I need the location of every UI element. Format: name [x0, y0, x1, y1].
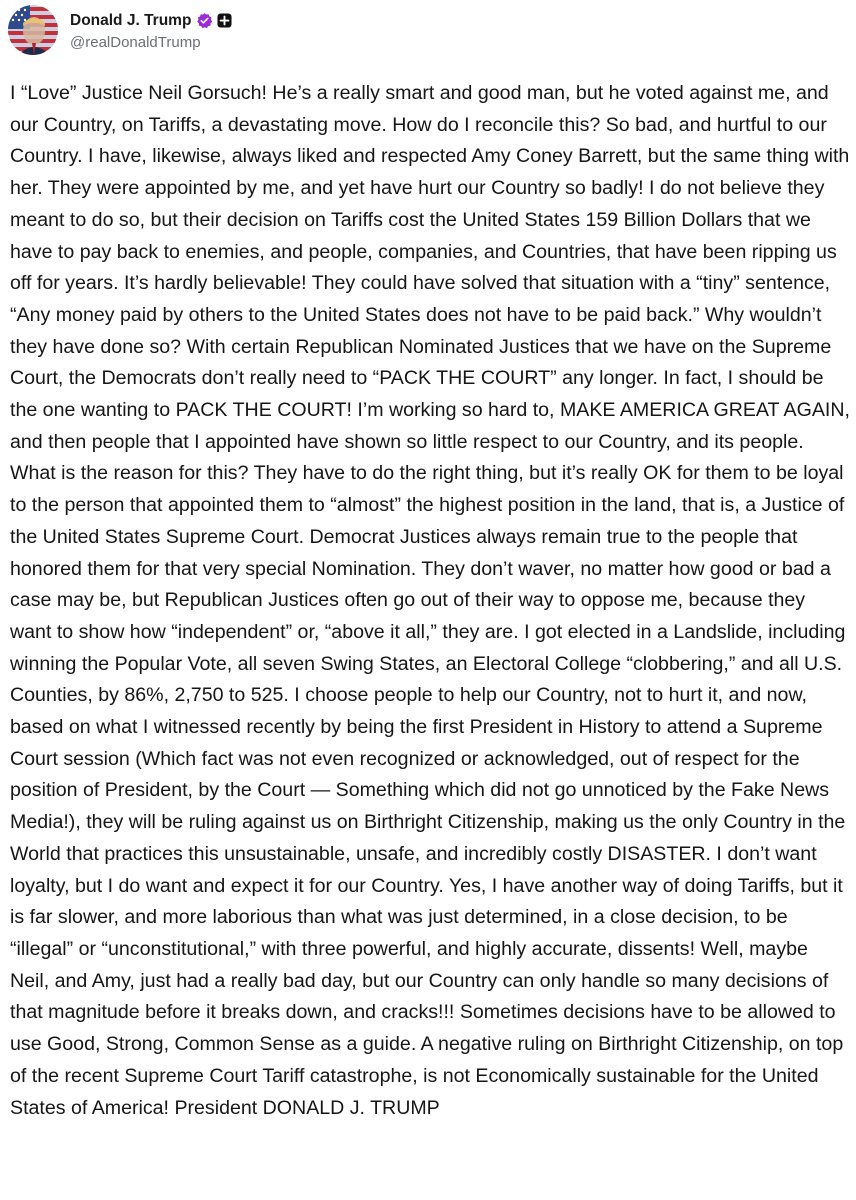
- flag-portrait-avatar-icon: [8, 5, 58, 55]
- avatar[interactable]: [8, 5, 58, 55]
- plus-badge-icon: [217, 13, 232, 28]
- author-handle[interactable]: @realDonaldTrump: [70, 33, 201, 51]
- post-body-text: I “Love” Justice Neil Gorsuch! He’s a really smart and good man, but he voted against me, and our Country, on Tariffs, a devastating move. How do I reconcile this? So bad, and hurtful to our Country. I have, likewise, always liked and respected Amy Coney Barrett, but the same thing with her. They were appointed by me, and yet have hurt our Country so badly! I do not believe they meant to do so, but their decision on Tariffs cost the United States 159 Billion Dollars that we have to pay back to enemies, and people, companies, and Countries, that have been ripping us off for years. It’s hardly believable! They could have solved that situation with a “tiny” sentence, “Any money paid by others to the United States does not have to be paid back.” Why wouldn’t they have done so? With certain Republican Nominated Justices that we have on the Supreme Court, the Democrats don’t really need to “PACK THE COURT” any longer. In fact, I should be the one wanting to PACK THE COURT! I’m working so hard to, MAKE AMERICA GREAT AGAIN, and then people that I appointed have shown so little respect to our Country, and its people. What is the reason for this? They have to do the right thing, but it’s really OK for them to be loyal to the person that appointed them to “almost” the highest position in the land, that is, a Justice of the United States Supreme Court. Democrat Justices always remain true to the people that honored them for that very special Nomination. They don’t waver, no matter how good or bad a case may be, but Republican Justices often go out of their way to oppose me, because they want to show how “independent” or, “above it all,” they are. I got elected in a Landslide, including winning the Popular Vote, all seven Swing States, an Electoral College “clobbering,” and all U.S. Counties, by 86%, 2,750 to 525. I choose people to help our Country, not to hurt it, and now, based on what I witnessed recently by being the first President in History to attend a Supreme Court session (Which fact was not even recognized or acknowledged, out of respect for the position of President, by the Court — Something which did not go unnoticed by the Fake News Media!), they will be ruling against us on Birthright Citizenship, making us the only Country in the World that practices this unsustainable, unsafe, and incredibly costly DISASTER. I don’t want loyalty, but I do want and expect it for our Country. Yes, I have another way of doing Tariffs, but it is far slower, and more laborious than what was just determined, in a close decision, to be “illegal” or “unconstitutional,” with three powerful, and highly accurate, dissents! Well, maybe Neil, and Amy, just had a really bad day, but our Country can only handle so many decisions of that magnitude before it breaks down, and cracks!!! Sometimes decisions have to be allowed to use Good, Strong, Common Sense as a guide. A negative ruling on Birthright Citizenship, on top of the recent Supreme Court Tariff catastrophe, is not Economically sustainable for the United States of America! President DONALD J. TRUMP: [10, 82, 850, 1119]
- post-header: [8, 4, 232, 56]
- author-display-name[interactable]: Donald J. Trump: [70, 11, 192, 29]
- name-row: [70, 10, 232, 32]
- verified-badge-icon: [196, 12, 213, 29]
- author-identity: [70, 10, 232, 51]
